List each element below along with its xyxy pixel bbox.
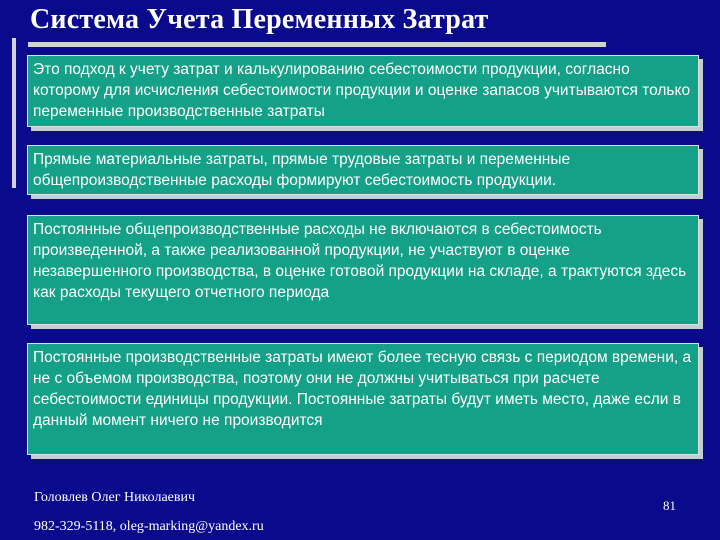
- text-block-fixed-production-costs: Постоянные производственные затраты имеют более тесную связь с периодом времени, а не с объемом производства, поэтому они не должны учитываться при расчете себестоимости единицы продукции. Постоянные затраты будут иметь место, даже если в данный момент ничего не производится: [27, 343, 699, 455]
- text-block-variable-costs: Прямые материальные затраты, прямые трудовые затраты и переменные общепроизводственные расходы формируют себестоимость продукции.: [27, 145, 699, 195]
- text-block-definition: Это подход к учету затрат и калькулированию себестоимости продукции, согласно которому для исчисления себестоимости продукции и оценке запасов учитываются только переменные производственные затраты: [27, 55, 699, 127]
- left-accent-bar: [12, 38, 16, 188]
- text-block-fixed-overhead: Постоянные общепроизводственные расходы не включаются в себестоимость произведенной, а также реализованной продукции, не участвуют в оценке незавершенного производства, в оценке готовой продукции на складе, а трактуются здесь как расходы текущего отчетного периода: [27, 215, 699, 325]
- slide-title: Система Учета Переменных Затрат: [30, 4, 489, 35]
- footer-contact: 982-329-5118, oleg-marking@yandex.ru: [34, 519, 264, 534]
- page-number: 81: [663, 498, 676, 513]
- footer-author: Головлев Олег Николаевич: [34, 490, 196, 505]
- title-underline: [28, 42, 606, 47]
